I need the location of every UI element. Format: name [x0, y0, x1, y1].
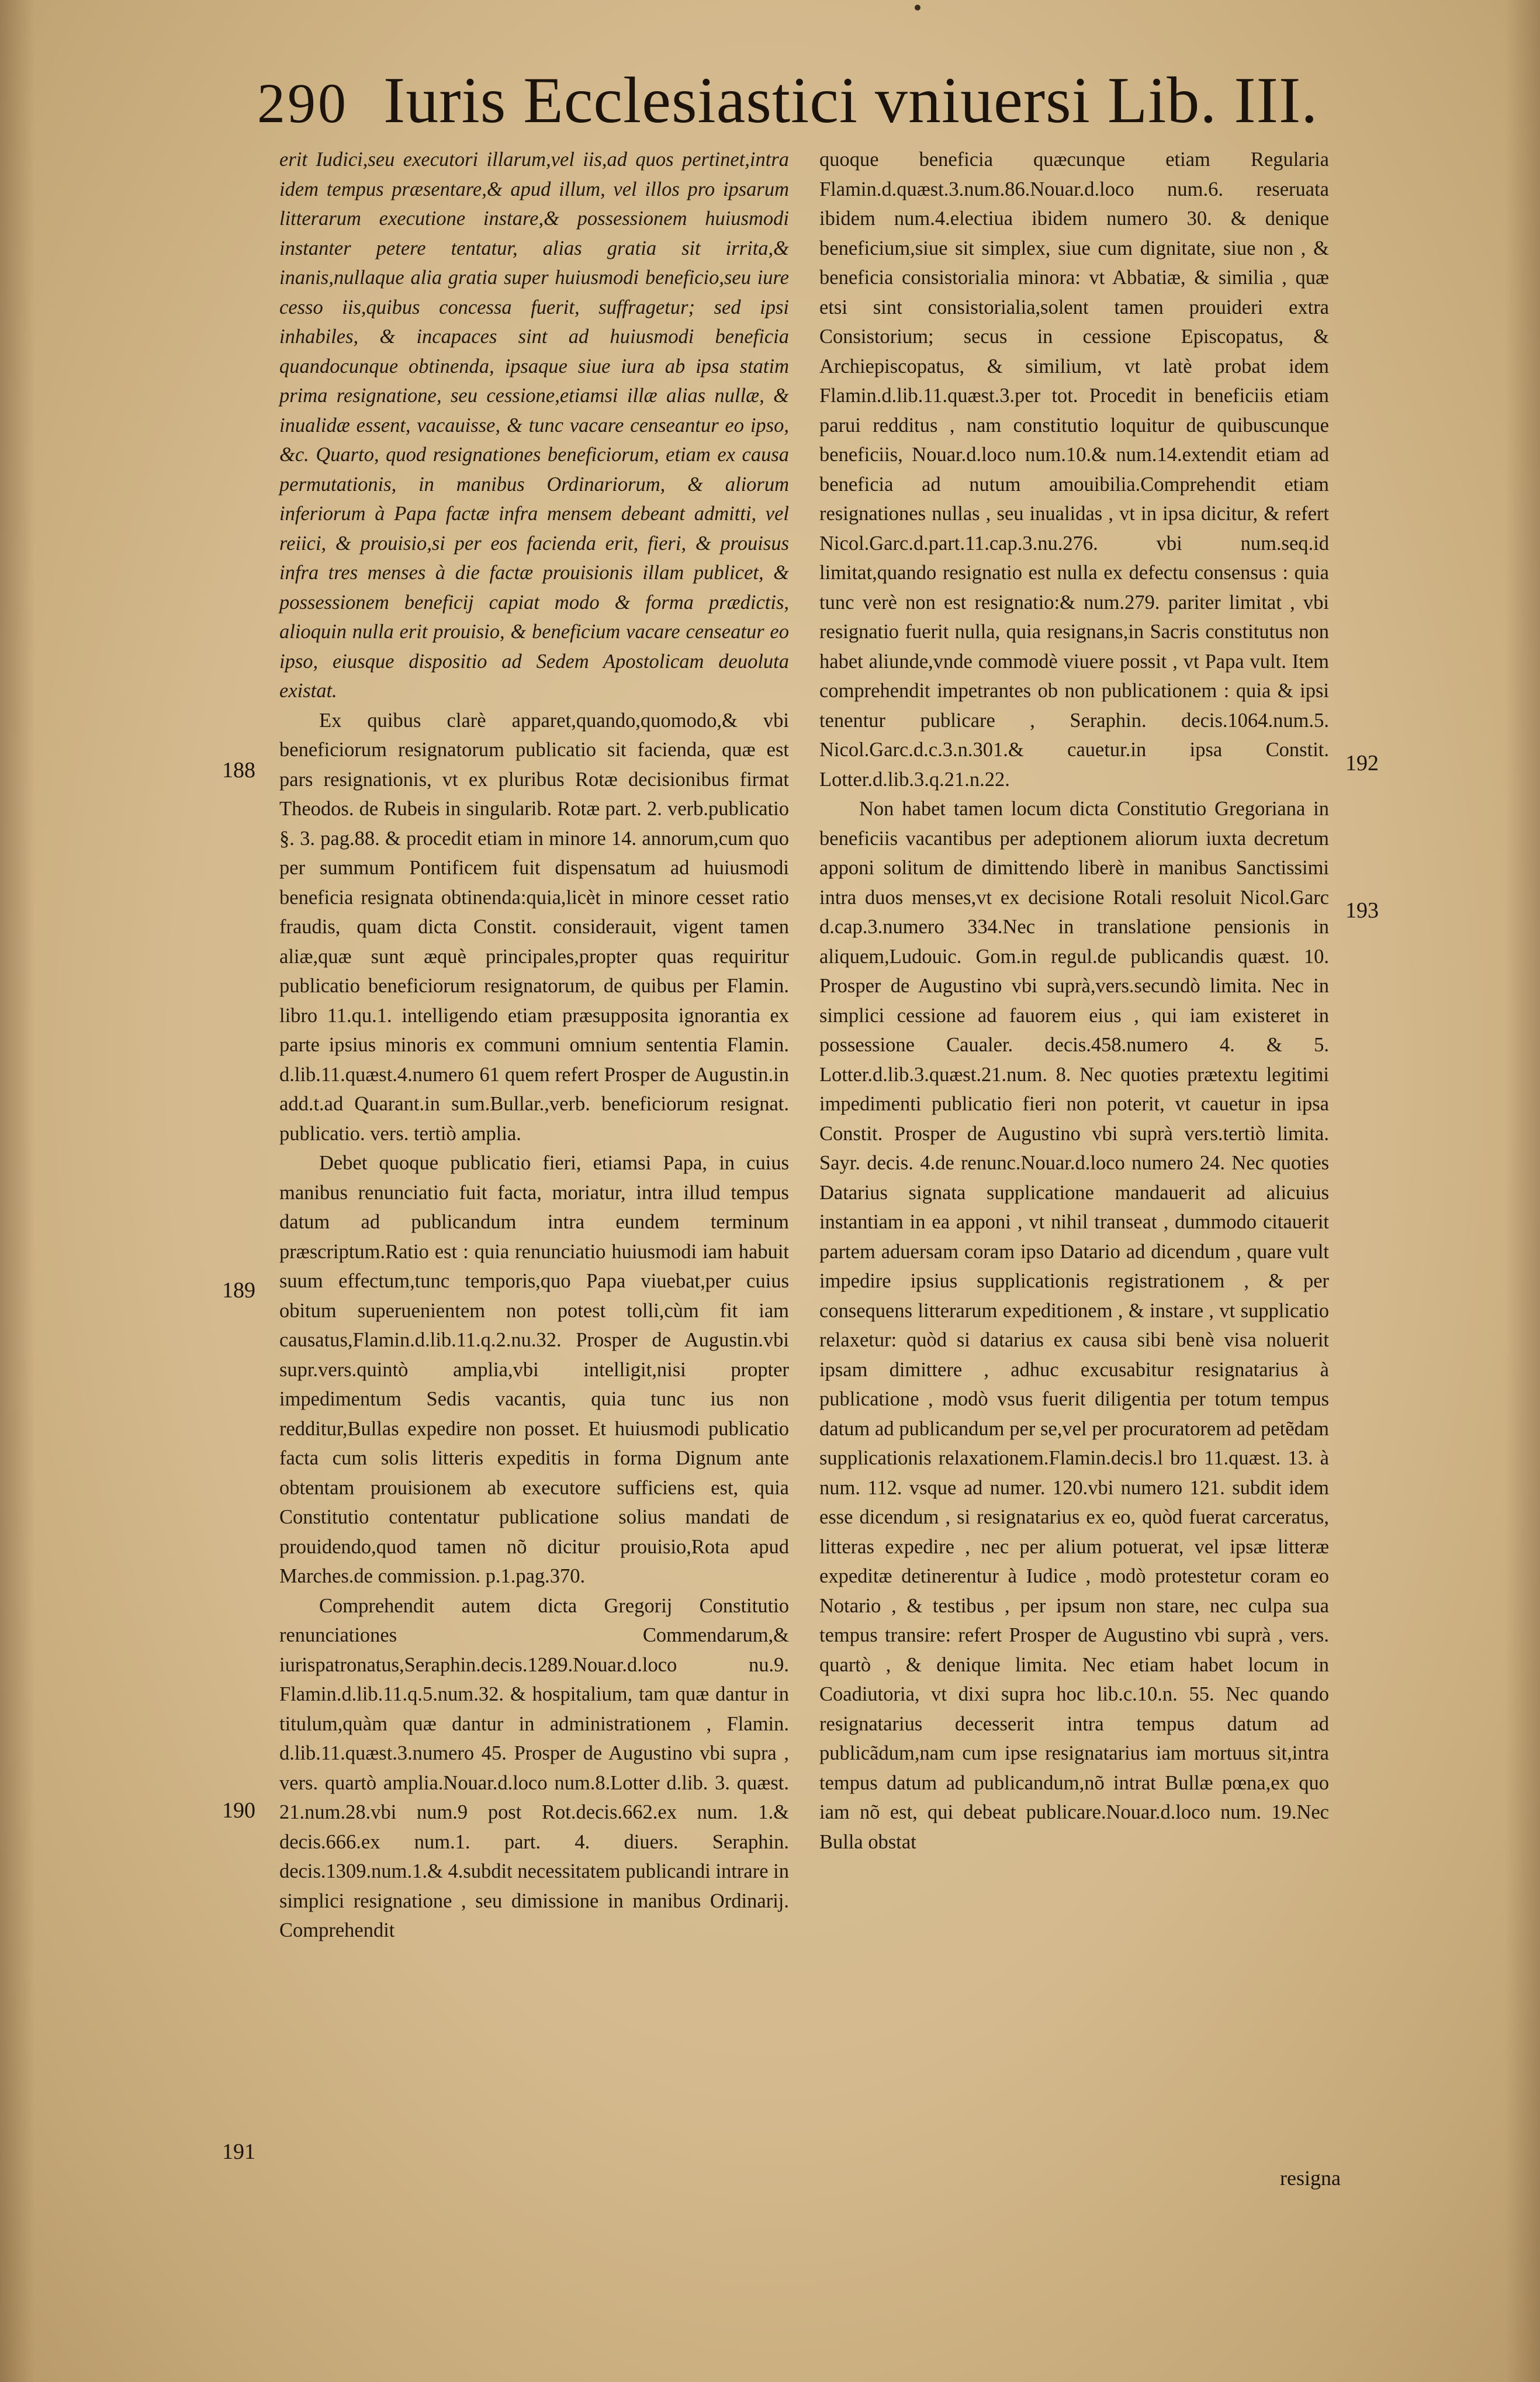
- right-page-shadow: [1505, 0, 1540, 2382]
- paragraph-188: Ex quibus clarè apparet,quando,quomodo,& vbi beneficiorum resignatorum publicatio sit facienda, quæ est pars resignationis, vt ex pluribus Rotæ decisionibus firmat Theodos. de Rubeis in singularib. Rotæ part. 2. verb.publicatio §. 3. pag.88. & procedit etiam in minore 14. annorum,cum quo per summum Pontificem fuit dispensatum ad huiusmodi beneficia resignata obtinenda:quia,licèt in minore cesset ratio fraudis, quam dicta Constit. considerauit, vigent tamen aliæ,quæ sunt æquè principales,propter quas requiritur publicatio beneficiorum resignatorum, de quibus per Flamin. libro 11.qu.1. intelligendo etiam præsupposita ignorantia ex parte ipsius minoris ex communi omnium sententia Flamin. d.lib.11.quæst.4.numero 61 quem refert Prosper de Augustin.in add.t.ad Quarant.in sum.Bullar.,verb. beneficiorum resignat. publicatio. vers. tertiò amplia.: [279, 709, 789, 1145]
- italic-quotation: erit Iudici,seu executori illarum,vel iis,ad quos pertinet,intra idem tempus præsentare,& apud illum, vel illos pro ipsarum litterarum executione instare,& possessionem huiusmodi instanter petere tentatur, alias gratia sit irrita,& inanis,nullaque alia gratia super huiusmodi beneficio,seu iure cesso iis,quibus concessa fuerit, suffragetur; sed ipsi inhabiles, & incapaces sint ad huiusmodi beneficia quandocunque obtinenda, ipsaque siue iura ab ipsa statim prima resignatione, seu cessione,etiamsi illæ alias nullæ, & inualidæ essent, vacauisse, & tunc vacare censeantur eo ipso, &c. Quarto, quod resignationes beneficiorum, etiam ex causa permutationis, in manibus Ordinariorum, & aliorum inferiorum à Papa factæ infra mensem debeant admitti, vel reiici, & prouisio,si per eos facienda erit, fieri, & prouisus infra tres menses à die factæ prouisionis illam publicet, & possessionem beneficij capiat modo & forma prædictis, alioquin nulla erit prouisio, & beneficium vacare censeatur eo ipso, eiusque dispositio ad Sedem Apostolicam deuoluta existat.: [279, 148, 789, 702]
- running-title: Iuris Ecclesiastici vniuersi Lib. III.: [383, 64, 1318, 137]
- page-number: 290: [257, 72, 348, 134]
- left-page-shadow: [0, 0, 35, 2382]
- marginal-number-189: 189: [222, 1278, 255, 1303]
- paragraph-189: Debet quoque publicatio fieri, etiamsi Papa, in cuius manibus renunciatio fuit facta, moriatur, intra illud tempus datum ad publicandum intra eundem terminum præscriptum.Ratio est : quia renunciatio huiusmodi iam habuit suum effectum,tunc temporis,quo Papa viuebat,per cuius obitum superuenientem non potest tolli,cùm fit iam causatus,Flamin.d.lib.11.q.2.nu.32. Prosper de Augustin.vbi supr.vers.quintò amplia,vbi intelligit,nisi propter impedimentum Sedis vacantis, quia tunc ius non redditur,Bullas expedire non posset. Et huiusmodi publicatio facta cum solis litteris expeditis in forma Dignum ante obtentam prouisionem ab executore sufficiens est, quia Constitutio contentatur publicatione solius mandati de prouidendo,quod tamen nõ dicitur prouisio,Rota apud Marches.de commission. p.1.pag.370.: [279, 1152, 789, 1587]
- paragraph-190: Comprehendit autem dicta Gregorij Constitutio renunciationes Commendarum,& iurispatronatus,Seraphin.decis.1289.Nouar.d.loco nu.9. Flamin.d.lib.11.q.5.num.32. & hospitalium, tam quæ dantur in titulum,quàm quæ dantur in administrationem , Flamin. d.lib.11.quæst.3.numero 45. Prosper de Augustino vbi supra , vers. quartò amplia.Nouar.d.loco num.8.Lotter d.lib. 3. quæst. 21.num.28.vbi num.9 post Rot.decis.662.ex num. 1.& decis.666.ex num.1. part. 4. diuers. Seraphin. decis.1309.num.1.& 4.subdit necessitatem publicandi intrare in simplici resignatione , seu dimissione in manibus Ordinarij. Comprehendit: [279, 1594, 789, 1941]
- marginal-number-193: 193: [1345, 898, 1379, 923]
- marginal-number-190: 190: [222, 1798, 255, 1823]
- paragraph-193: Non habet tamen locum dicta Constitutio Gregoriana in beneficiis vacantibus per adeptionem aliorum iuxta decretum apponi solitum de dimittendo liberè in manibus Sanctissimi intra duos menses,vt ex decisione Rotali resoluit Nicol.Garc d.cap.3.numero 334.Nec in translatione pensionis in aliquem,Ludouic. Gom.in regul.de publicandis quæst. 10. Prosper de Augustino vbi suprà,vers.secundò limita. Nec in simplici cessione ad fauorem eius , qui iam existeret in possessione Caualer. decis.458.numero 4. & 5. Lotter.d.lib.3.quæst.21.num. 8. Nec quoties prætextu legitimi impedimenti publicatio fieri non poterit, vt cauetur in ipsa Constit. Prosper de Augustino vbi suprà vers.tertiò limita. Sayr. decis. 4.de renunc.Nouar.d.loco numero 24. Nec quoties Datarius signata supplicatione mandauerit ad alicuius instantiam in ea apponi , vt nihil transeat , dummodo citauerit partem aduersam coram ipso Datario ad dicendum , quare vult impedire ipsius supplicationis registrationem , & per consequens litterarum expeditionem , & instare , vt supplicatio relaxetur: quòd si datarius ex causa sibi benè visa noluerit ipsam dimittere , adhuc excusabitur resignatarius à publicatione , modò vsus fuerit diligentia per totum tempus datum ad publicandum per se,vel per procuratorem ad petẽdam supplicationis relaxationem.Flamin.decis.l bro 11.quæst. 13. à num. 112. vsque ad numer. 120.vbi numero 121. subdit idem esse dicendum , si resignatarius ex eo, quòd fuerat carceratus, litteras expedire , nec per alium potuerat, vel ipsæ litteræ expeditæ detinerentur à Iudice , modò protestetur coram eo Notario , & testibus , per ipsum non stare, nec culpa sua tempus transire: refert Prosper de Augustino vbi suprà , vers. quartò , & denique limita. Nec etiam habet locum in Coadiutoria, vt dixi supra hoc lib.c.10.n. 55. Nec quando resignatarius decesserit intra tempus datum ad publicãdum,nam cum ipse resignatarius iam mortuus sit,intra tempus datum ad publicandum,nõ intrat Bullæ pœna,ex quo iam nõ est, qui debeat publicare.Nouar.d.loco num. 19.Nec Bulla obstat: [819, 798, 1329, 1853]
- marginal-number-192: 192: [1345, 751, 1379, 775]
- page-header: [257, 63, 1318, 145]
- paragraph-continued: quoque beneficia quæcunque etiam Regularia Flamin.d.quæst.3.num.86.Nouar.d.loco num.6. reseruata ibidem num.4.electiua ibidem numero 30. & denique beneficium,siue sit simplex, siue cum dignitate, siue non , & beneficia consistorialia minora: vt Abbatiæ, & similia , quæ etsi sint consistorialia,solent tamen prouideri extra Consistorium; secus in cessione Episcopatus, & Archiepiscopatus, & similium, vt latè probat idem Flamin.d.lib.11.quæst.3.per tot. Procedit in beneficiis etiam parui redditus , nam constitutio loquitur de quibuscunque beneficiis, Nouar.d.loco num.10.& num.14.extendit etiam ad beneficia ad nutum amouibilia.Comprehendit etiam resignationes nullas , seu inualidas , vt in ipsa dicitur, & refert Nicol.Garc.d.part.11.cap.3.nu.276. vbi num.seq.id limitat,quando resignatio est nulla ex defectu consensus : quia tunc verè non est resignatio:& num.279. pariter limitat , vbi resignatio fuerit nulla, quia resignans,in Sacris constitutus non habet aliunde,vnde commodè viuere possit , vt Papa vult. Item comprehendit impetrantes ob non publicationem : quia & ipsi tenentur publicare , Seraphin. decis.1064.num.5. Nicol.Garc.d.c.3.n.301.& cauetur.in ipsa Constit. Lotter.d.lib.3.q.21.n.22.: [819, 148, 1329, 791]
- catchword: resigna: [1280, 2166, 1341, 2190]
- right-column: [819, 145, 1329, 1857]
- marginal-number-191: 191: [222, 2139, 255, 2164]
- ink-dot: [915, 5, 920, 11]
- left-column: [279, 145, 789, 1945]
- marginal-number-188: 188: [222, 758, 255, 783]
